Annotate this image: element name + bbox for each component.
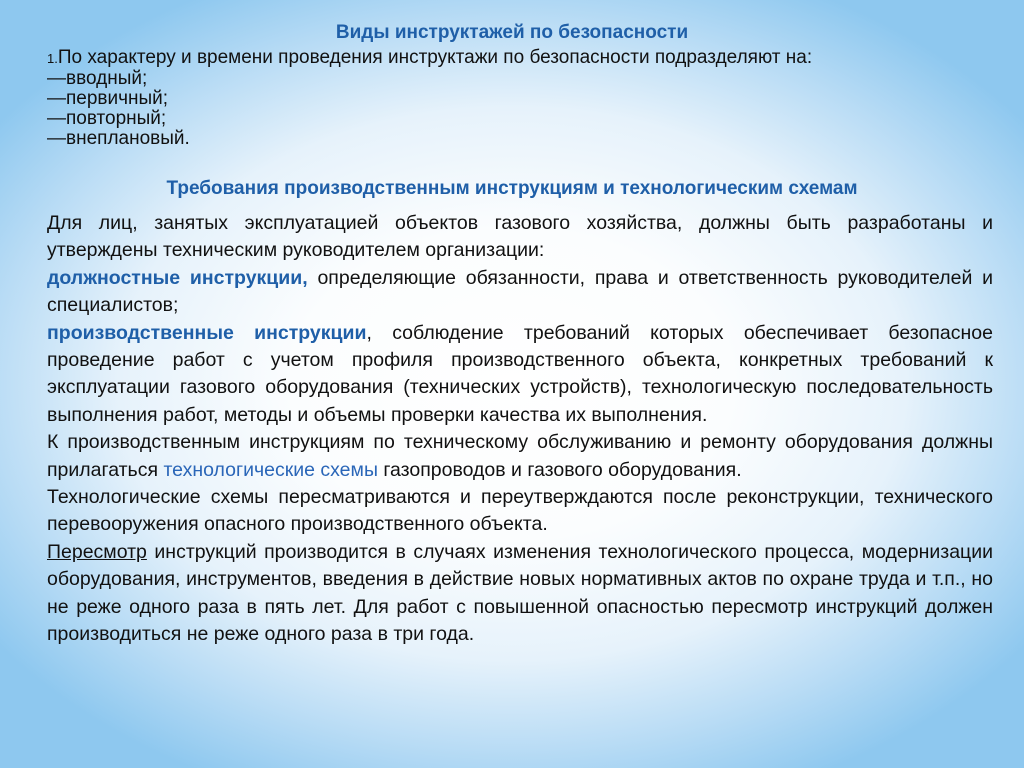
list-item: —вводный; — [47, 68, 148, 89]
paragraph-tech-schemes-attach — [47, 429, 993, 484]
paragraph-text: определяющие обязанности, права и ответственность руководителей и специалистов; — [47, 266, 993, 317]
term-revision: Пересмотр — [47, 540, 147, 563]
list-number: 1. — [47, 51, 58, 66]
instruction-types-list — [47, 48, 987, 149]
paragraph-text: инструкций производится в случаях изменения технологического процесса, модернизации оборудования, инструментов, введения в действие новых нормативных актов по охране труда и т.п., но не реже одного раза в пять лет. Для работ с повышенной опасностью пересмотр инструкций должен производиться не реже одного раза в три года. — [47, 540, 993, 646]
term-job-instructions: должностные инструкции, — [47, 266, 308, 289]
list-item: —повторный; — [47, 108, 167, 129]
section-title-instruction-types: Виды инструктажей по безопасности — [335, 22, 689, 43]
paragraph-job-instructions — [47, 265, 993, 320]
term-tech-schemes: технологические схемы — [163, 458, 378, 481]
list-item: —внеплановый. — [47, 128, 190, 149]
types-intro: По характеру и времени проведения инструктажи по безопасности подразделяют на: — [57, 47, 813, 68]
requirements-body — [47, 210, 993, 649]
types-intro-line — [47, 48, 987, 69]
paragraph-intro: Для лиц, занятых эксплуатацией объектов газового хозяйства, должны быть разработаны и утверждены техническим руководителем организации: — [47, 212, 993, 262]
term-production-instructions: производственные инструкции — [47, 321, 367, 344]
paragraph-tech-schemes-review: Технологические схемы пересматриваются и переутверждаются после реконструкции, технического перевооружения опасного производственного объекта. — [47, 486, 993, 536]
paragraph-text: К производственным инструкциям по техническому обслуживанию и ремонту оборудования должны прилагаться — [47, 431, 993, 481]
paragraph-revision — [47, 539, 993, 649]
paragraph-text: , соблюдение требований которых обеспечивает безопасное проведение работ с учетом профиля производственного объекта, конкретных требований к эксплуатации газового оборудования (технических устройств), технологическую последовательность выполнения работ, методы и объемы проверки качества их выполнения. — [47, 321, 993, 426]
list-item: —первичный; — [47, 88, 169, 109]
paragraph-production-instructions — [47, 320, 993, 430]
paragraph-text: газопроводов и газового оборудования. — [377, 458, 742, 481]
section-title-requirements: Требования производственным инструкциям и технологическим схемам — [166, 178, 858, 199]
